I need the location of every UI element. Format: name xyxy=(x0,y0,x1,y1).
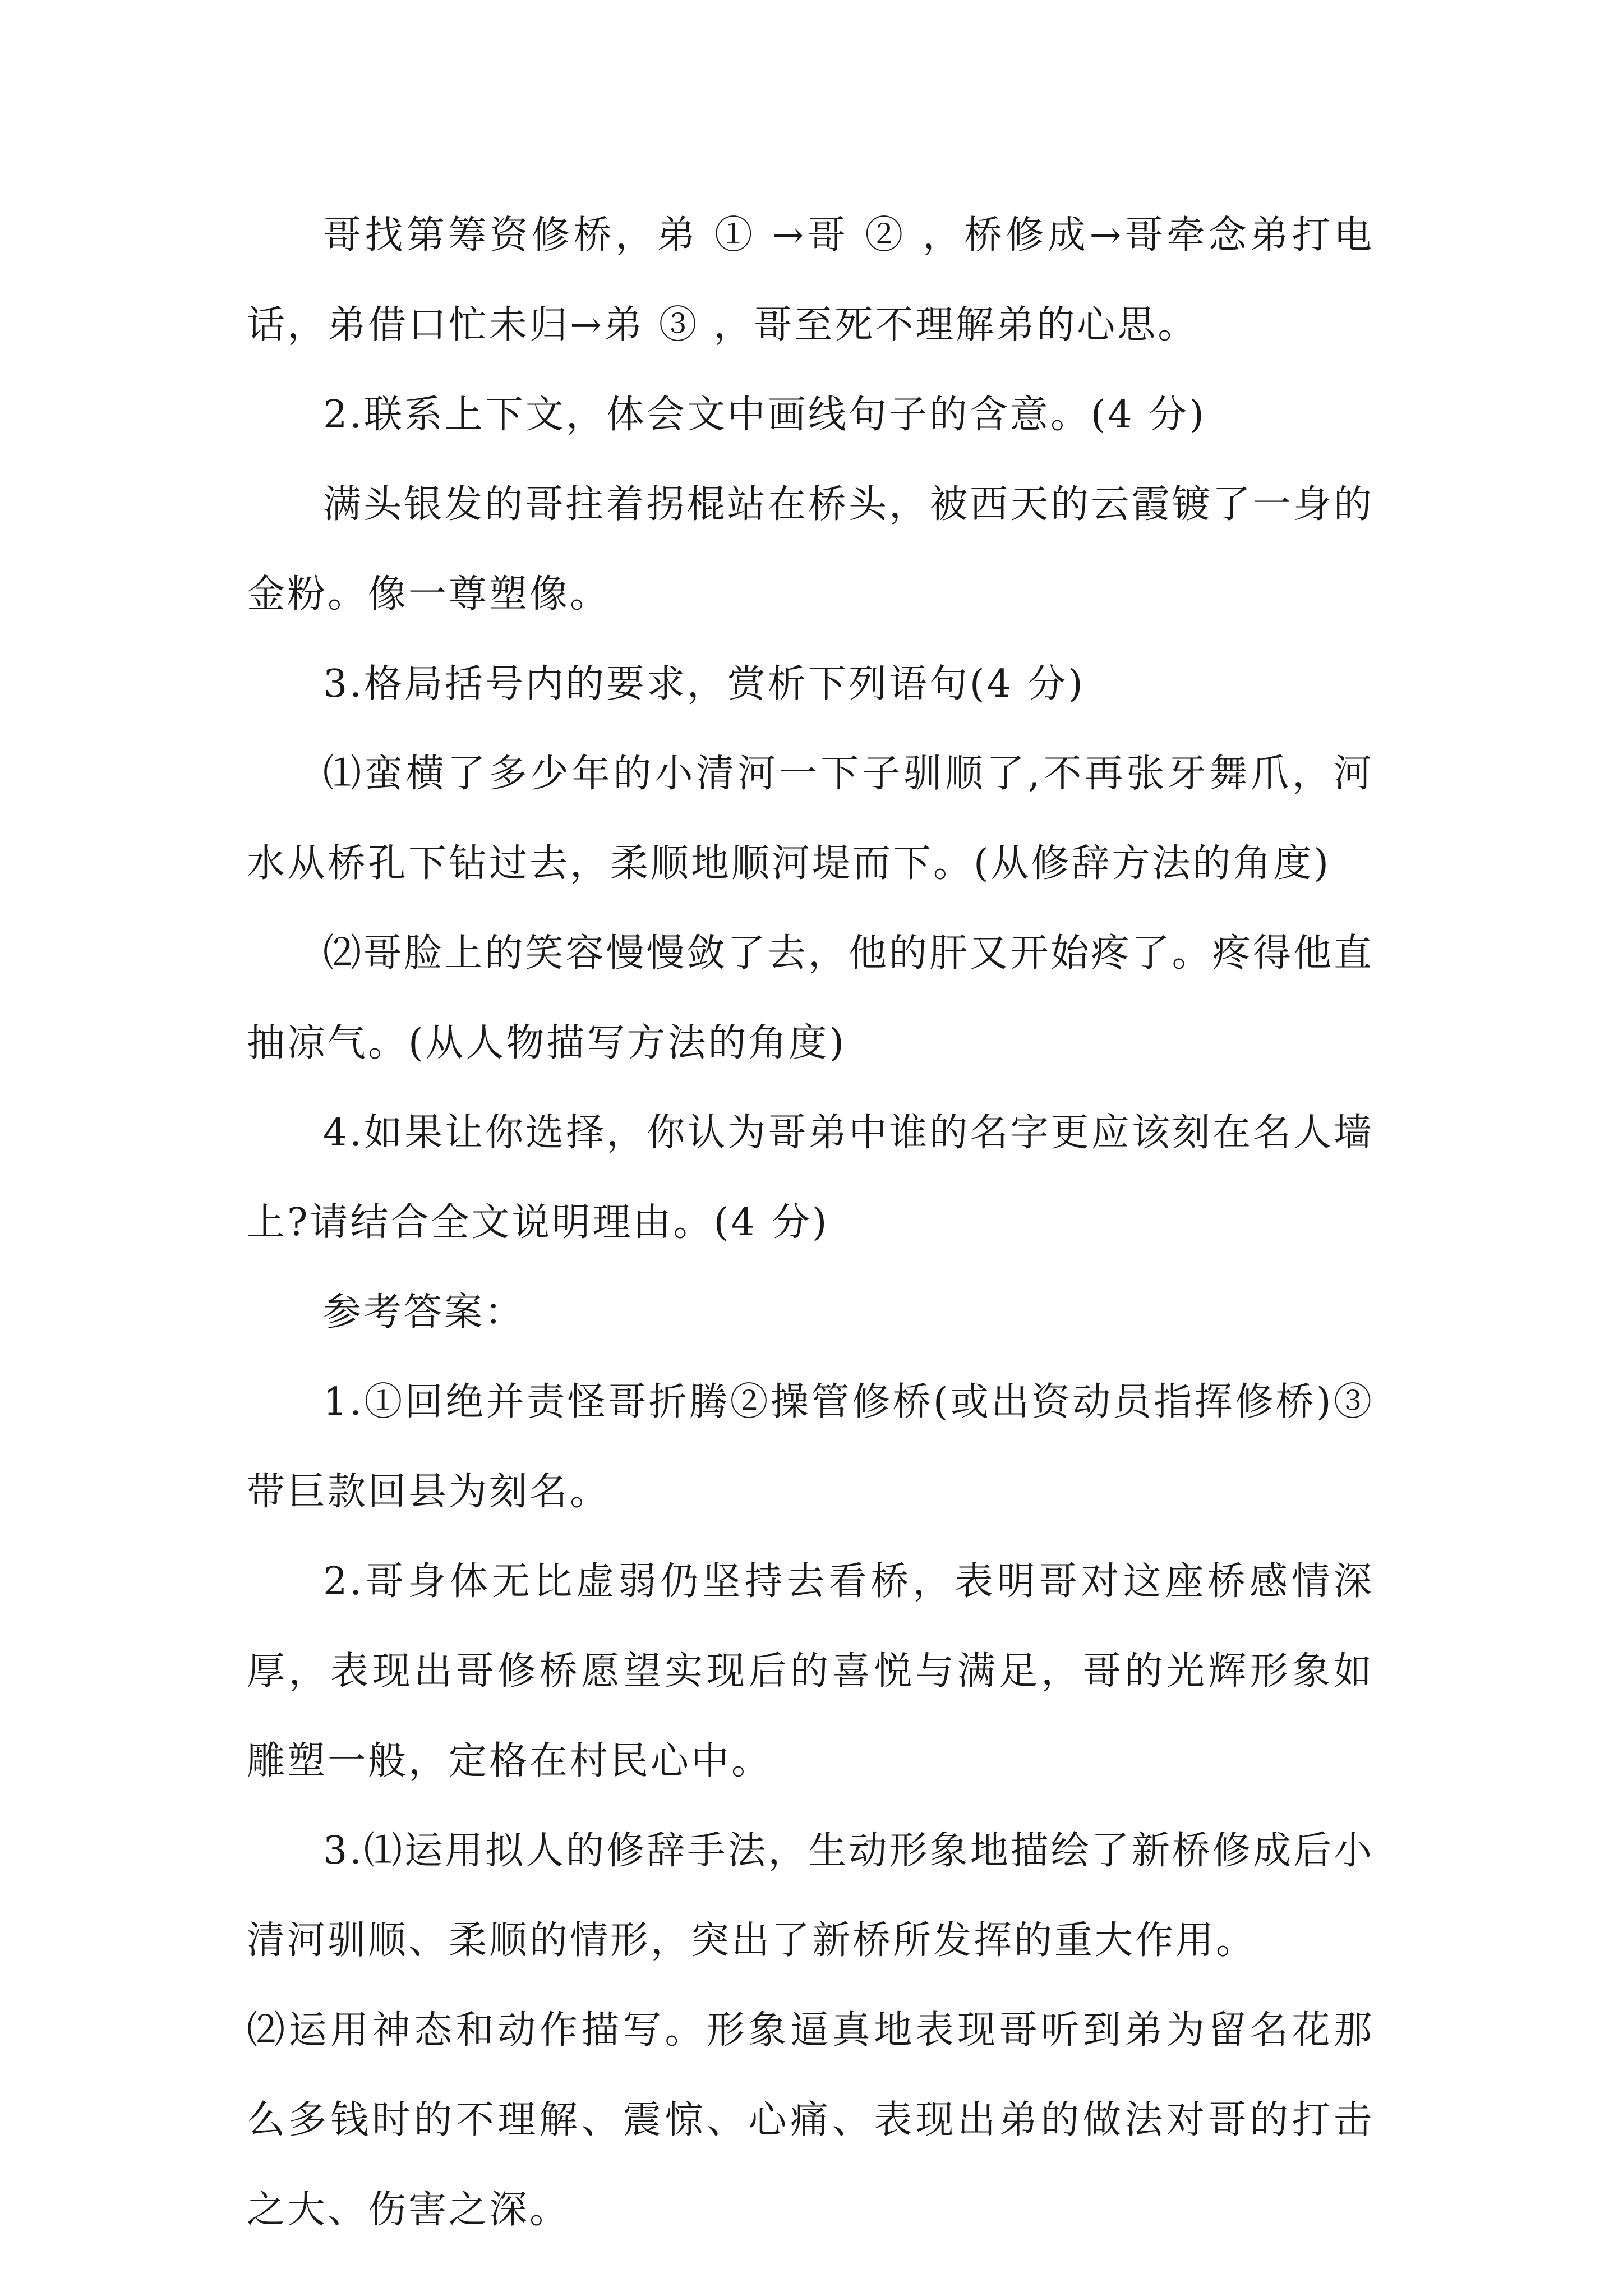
quoted-sentence: 满头银发的哥拄着拐棍站在桥头，被西天的云霞镀了一身的金粉。像一尊塑像。 xyxy=(247,482,1374,616)
question-3-item-1: ⑴蛮横了多少年的小清河一下子驯顺了,不再张牙舞爪，河水从桥孔下钻过去，柔顺地顺河堤而下。(从修辞方法的角度) xyxy=(247,752,1374,886)
answer-2: 2.哥身体无比虚弱仍坚持去看桥，表明哥对这座桥感情深厚，表现出哥修桥愿望实现后的喜悦与满足，哥的光辉形象如雕塑一般，定格在村民心中。 xyxy=(247,1559,1374,1783)
answer-3-item-2: ⑵运用神态和动作描写。形象逼真地表现哥听到弟为留名花那么多钱时的不理解、震惊、心痛、表现出弟的做法对哥的打击之大、伤害之深。 xyxy=(247,2008,1374,2232)
question-4: 4.如果让你选择，你认为哥弟中谁的名字更应该刻在名人墙上?请结合全文说明理由。(4 分) xyxy=(247,1111,1374,1245)
answer-3-item-1: 3.⑴运用拟人的修辞手法，生动形象地描绘了新桥修成后小清河驯顺、柔顺的情形，突出了新桥所发挥的重大作用。 xyxy=(247,1829,1374,1963)
paragraph-plot-summary: 哥找第筹资修桥，弟 ① →哥 ② ，桥修成→哥牵念弟打电话，弟借口忙未归→弟 ③ ，哥至死不理解弟的心思。 xyxy=(247,213,1374,347)
answers-heading: 参考答案： xyxy=(323,1290,525,1335)
document-body xyxy=(247,191,1374,2255)
answer-1: 1.①回绝并责怪哥折腾②操管修桥(或出资动员指挥修桥)③带巨款回县为刻名。 xyxy=(247,1380,1374,1514)
question-3: 3.格局括号内的要求，赏析下列语句(4 分) xyxy=(323,662,1085,706)
question-2: 2.联系上下文，体会文中画线句子的含意。(4 分) xyxy=(323,393,1206,437)
question-3-item-2: ⑵哥脸上的笑容慢慢敛了去，他的肝又开始疼了。疼得他直抽凉气。(从人物描写方法的角度) xyxy=(247,931,1374,1065)
